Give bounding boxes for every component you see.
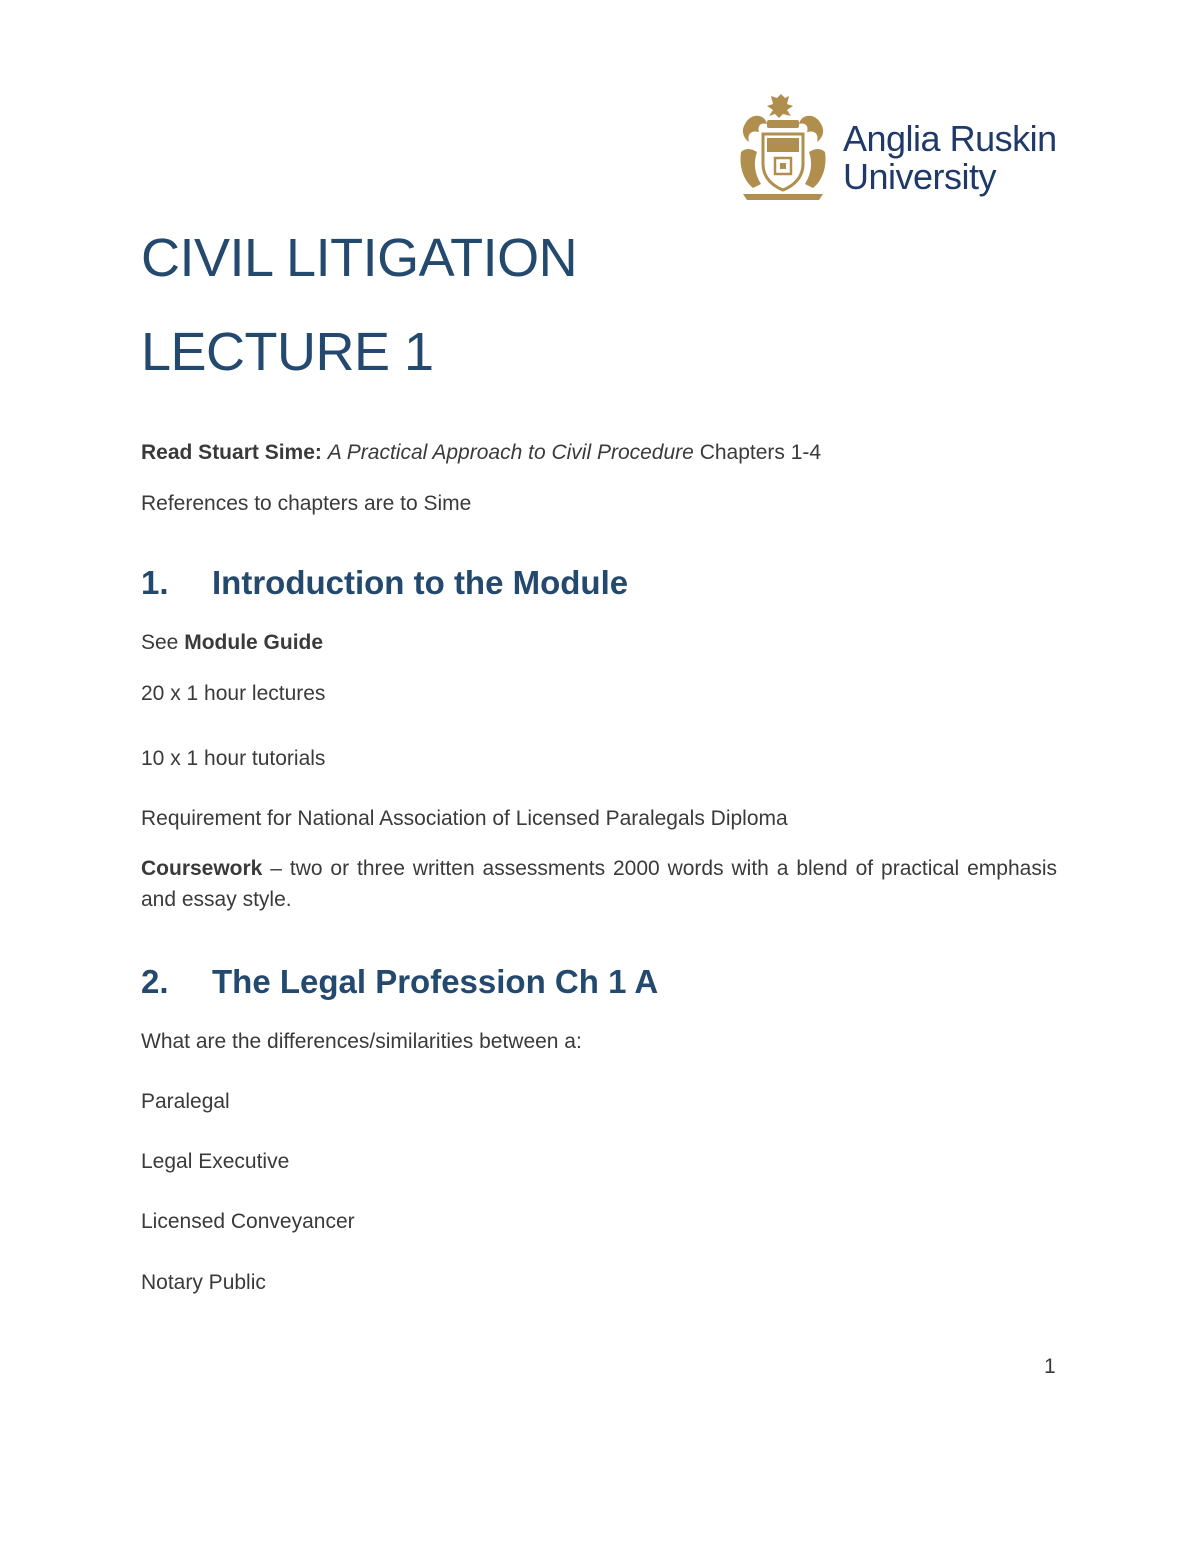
section-2-title: The Legal Profession Ch 1 A [212, 963, 659, 1000]
see-prefix: See [141, 631, 179, 654]
list-item: Notary Public [141, 1271, 266, 1294]
section-1-heading [141, 563, 628, 603]
coursework-paragraph [141, 853, 1057, 915]
logo-wordmark [843, 120, 1057, 196]
list-item: Legal Executive [141, 1150, 290, 1173]
section-2-number: 2. [141, 963, 169, 1000]
coursework-label: Coursework [141, 857, 263, 880]
page-number: 1 [1044, 1355, 1056, 1378]
module-guide-label: Module Guide [184, 631, 324, 654]
list-item: Licensed Conveyancer [141, 1210, 355, 1233]
differences-question: What are the differences/similarities between a: [141, 1030, 582, 1053]
university-logo [737, 94, 1062, 204]
coat-of-arms-icon [737, 94, 829, 202]
requirement-line: Requirement for National Association of Licensed Paralegals Diploma [141, 807, 788, 830]
section-2-heading [141, 962, 658, 1002]
section-1-title: Introduction to the Module [212, 564, 629, 601]
reading-label: Read Stuart Sime: [141, 441, 322, 464]
lecture-title: LECTURE 1 [141, 322, 434, 382]
logo-line-1: Anglia Ruskin [843, 118, 1057, 159]
see-module-guide [141, 627, 323, 658]
section-1-number: 1. [141, 564, 169, 601]
coursework-text: – two or three written assessments 2000 words with a blend of practical emphasis and essay style. [141, 857, 1057, 911]
tutorials-line: 10 x 1 hour tutorials [141, 747, 326, 770]
references-note: References to chapters are to Sime [141, 492, 472, 515]
reading-chapters: Chapters 1-4 [699, 441, 822, 464]
logo-line-2: University [843, 156, 997, 197]
document-title: CIVIL LITIGATION [141, 228, 578, 288]
reading-line [141, 437, 821, 468]
lectures-line: 20 x 1 hour lectures [141, 682, 326, 705]
list-item: Paralegal [141, 1090, 230, 1113]
reading-book-title: A Practical Approach to Civil Procedure [327, 441, 694, 464]
